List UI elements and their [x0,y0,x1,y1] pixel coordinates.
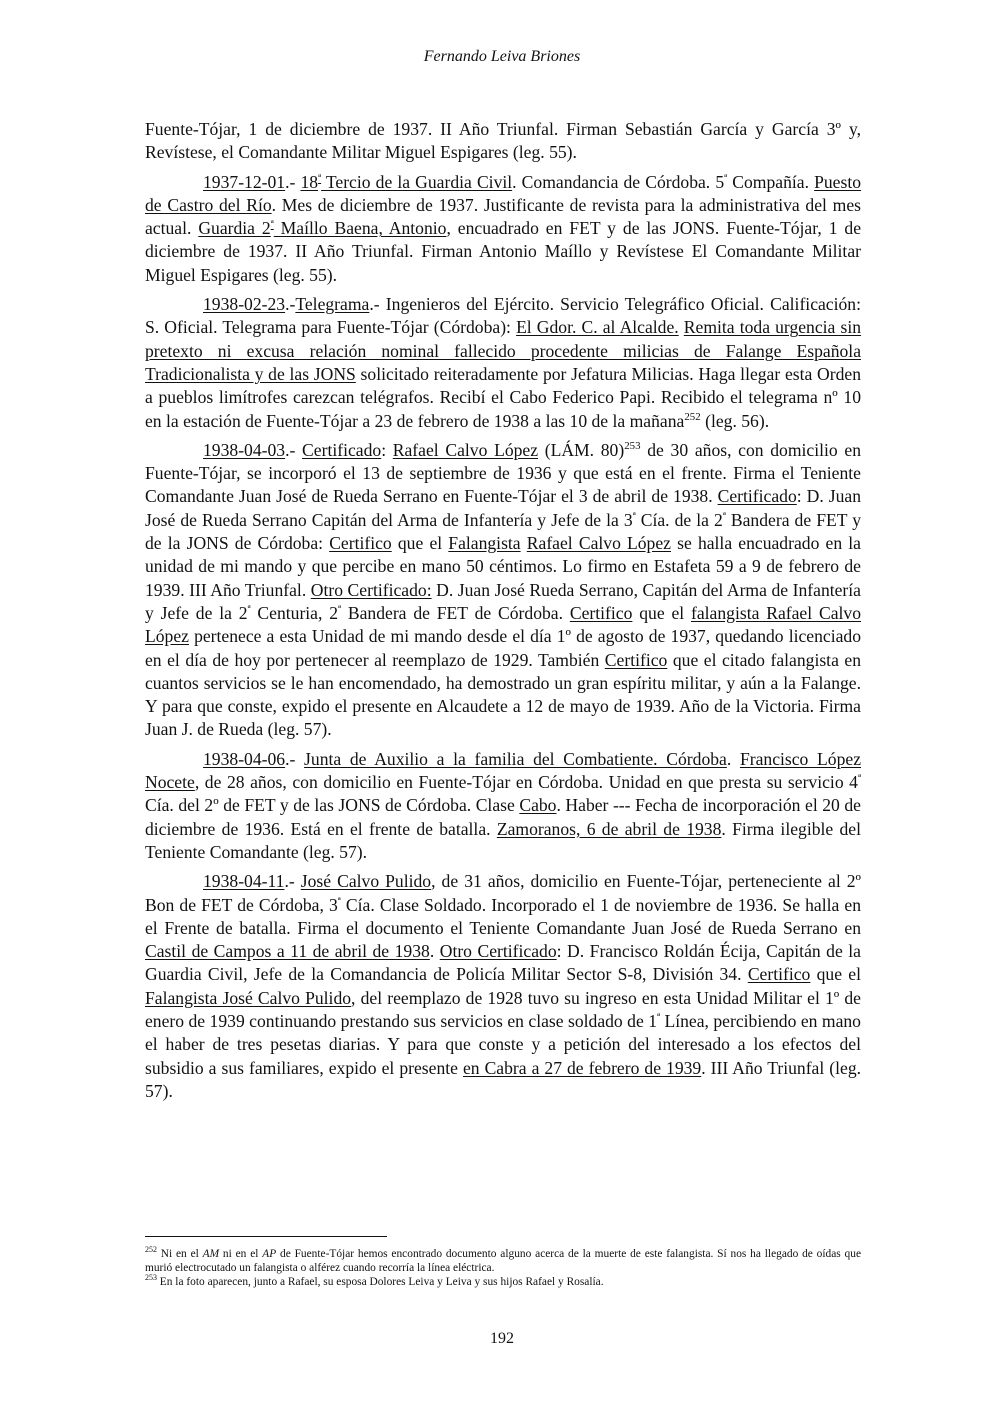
underlined-text: 1938-04-11 [203,871,285,892]
text-run: : D. Juan José de Rueda Serrano Capitán del Arma de Infantería y Jefe de la 3 [145,486,861,530]
text-run: solicitado reiteradamente por Jefatura Milicias. Haga llegar esta Orden a pueblos limítrofes carezcan telégrafos. Recibí el Cabo Federico Papi. Recibido el telegrama nº 10 en la estación de Fuente-Tójar a 23 de febrero de 1938 a las 10 de la mañana [145,363,862,431]
underlined-text: Remita toda urgencia sin pretexto ni excusa relación nominal fallecido procedente milicias de Falange Española Tradicionalista y de las JONS [145,317,862,384]
underlined-text: en Cabra a 27 de febrero de 1939 [462,1057,702,1078]
text-run: .- [285,294,296,315]
underlined-text: 18 [300,171,319,192]
underlined-text: Tercio de la Guardia Civil [321,171,513,192]
footnote-fn252 [145,1247,861,1275]
paragraph-p2 [145,293,861,433]
text-run: de 30 años, con domicilio en Fuente-Tójar, se incorporó el 13 de septiembre de 1936 y que está en el frente. Firma el Teniente Comandante Juan José de Rueda Serrano en Fuente-Tójar el 3 de abril de 1938. [145,439,861,507]
text-run: que el [632,602,691,623]
text-run: Bandera de FET de Córdoba. [341,602,570,623]
text-run: (LÁM. 80) [538,439,625,460]
text-run: , encuadrado en FET y de las JONS. Fuente-Tójar, 1 de diciembre de 1937. II Año Triunfal. Firman Antonio Maíllo y Revístese El Comandante Militar Miguel Espigares (leg. 55). [145,218,862,285]
text-run: : D. Francisco Roldán Écija, Capitán de la Guardia Civil, Jefe de la Comandancia de Policía Militar Sector S-8, División 34. [145,941,861,985]
superscript: ª [724,171,728,184]
text-run: de Fuente-Tójar hemos encontrado documento alguno acerca de la muerte de este falangista. Sí nos ha llegado de oídas que murió electrocutado un falangista o alférez cuando recorría la línea eléctrica. [145,1248,861,1274]
underlined-text: Zamoranos, 6 de abril de 1938 [496,818,722,839]
underlined-text: Otro Certificado: [310,579,432,600]
underlined-text: Certifico [329,533,392,554]
text-run: Centuria, 2 [250,602,339,623]
body-text [145,118,861,1103]
underlined-text: Francisco López Nocete [145,748,862,793]
text-run: Línea, percibiendo en mano el haber de tres pesetas diarias. Y para que conste y a petición del interesado a los efectos del subsidio a sus familiares, expido el presente [145,1010,861,1078]
text-run: En la foto aparecen, junto a Rafael, su esposa Dolores Leiva y Leiva y sus hijos Rafael y Rosalía. [156,1276,604,1288]
text-run: Cía. Clase Soldado. Incorporado el 1 de noviembre de 1936. Se halla en el Frente de batalla. Firma el documento el Teniente Comandante Juan José de Rueda Serrano en [145,894,862,938]
underlined-text: Certifico [569,602,633,623]
paragraph-p4 [145,748,861,864]
superscript: ª [657,1011,661,1024]
text-run: , del reemplazo de 1928 tuvo su ingreso en esta Unidad Militar el 1º de enero de 1939 continuando prestando sus servicios en clase soldado de 1 [145,987,861,1031]
underlined-text: Cabo [519,795,557,816]
text-run: D. Juan José Rueda Serrano, Capitán del Arma de Infantería y Jefe de la 2 [145,579,861,623]
text-run: . III Año Triunfal (leg. 57). [145,1057,862,1101]
superscript: ª [338,603,342,616]
underlined-text: Rafael Calvo López [526,533,671,554]
superscript: 252 [684,410,701,423]
underlined-text: José Calvo Pulido [300,871,432,892]
text-run: que el citado falangista en cuantos servicios se le han encomendado, ha demostrado un gran espíritu militar, y aún a la Falange. Y para que conste, expido el presente en Alcaudete a 12 de mayo de 1939. Año de la Victoria. Firma Juan J. de Rueda (leg. 57). [145,649,861,740]
underlined-text: Junta de Auxilio a la familia del Combatiente. Córdoba [304,748,727,769]
superscript: ª [632,509,636,522]
underlined-text: Certifico [604,649,668,670]
footnote-fn253 [145,1275,861,1289]
text-run: .- [285,171,301,192]
text-run: que el [391,533,449,554]
text-run: . Comandancia de Córdoba. 5 [512,171,725,192]
text-run: se halla encuadrado en la unidad de mi mando y que percibe en mano 50 céntimos. Lo firmo en Estafeta 59 a 9 de febrero de 1939. III Año Triunfal. [145,533,861,600]
text-run: . Firma ilegible del Teniente Comandante (leg. 57). [145,818,862,862]
italic-text: AP [262,1248,277,1260]
text-run: Cía. del 2º de FET y de las JONS de Córdoba. Clase [145,795,520,816]
text-run: .- [285,439,303,460]
text-run: Ni en el [156,1248,203,1260]
text-run: (leg. 56). [700,410,770,431]
underlined-text: El Gdor. C. al Alcalde. [516,317,679,338]
underlined-text: 1937-12-01 [203,171,286,192]
underlined-text: Rafael Calvo López [392,439,539,460]
superscript: 253 [145,1273,157,1283]
underlined-text: falangista Rafael Calvo López [145,602,861,647]
text-run: : [381,439,393,460]
page-number: 192 [490,1330,514,1347]
text-run: Bandera de FET y de la JONS de Córdoba: [145,509,862,554]
superscript: ª [337,894,341,907]
text-run: . [429,941,440,962]
text-run: .- [284,871,301,892]
underlined-text: 1938-04-03 [203,439,286,460]
underlined-text: Certificado [717,486,797,507]
text-run: .- [285,748,305,769]
superscript: ª [857,772,861,785]
underlined-text: 1938-02-23 [203,294,286,315]
underlined-text: Otro Certificado [439,941,557,962]
text-run: , de 31 años, domicilio en Fuente-Tójar, perteneciente al 2º Bon de FET de Córdoba, 3 [145,871,861,915]
paragraph-p3 [145,439,861,742]
text-run: ni en el [219,1248,263,1260]
underlined-text: Falangista José Calvo Pulido [145,987,352,1008]
text-run: Fuente-Tójar, 1 de diciembre de 1937. II Año Triunfal. Firman Sebastián García y García 3º y, Revístese, el Comandante Militar Miguel Espigares (leg. 55). [145,119,861,163]
paragraph-p5 [145,870,861,1103]
superscript: ª [270,218,274,231]
superscript: ª [247,603,251,616]
underlined-text: Falangista [448,533,521,554]
underlined-text: Certifico [747,964,811,985]
paragraph-p1 [145,171,861,287]
text-run: que el [810,964,861,985]
text-run: .- Ingenieros del Ejército. Servicio Telegráfico Oficial. Calificación: S. Oficial. Telegrama para Fuente-Tójar (Córdoba): [145,294,861,338]
underlined-text: Maíllo Baena, Antonio [273,218,447,239]
superscript: 253 [624,440,641,452]
underlined-text: Guardia 2 [198,218,271,239]
superscript: ª [318,171,322,184]
text-run: Cía. de la 2 [635,509,723,530]
underlined-text: Puesto de Castro del Río [145,171,862,215]
italic-text: AM [202,1248,220,1260]
superscript: 252 [145,1245,157,1255]
text-run: . [726,748,740,769]
text-run: . Haber --- Fecha de incorporación el 20 de diciembre de 1936. Está en el frente de batalla. [145,795,861,839]
underlined-text: Certificado [302,439,382,460]
underlined-text: Castil de Campos a 11 de abril de 1938 [145,941,430,962]
paragraph-p0 [145,118,861,165]
underlined-text: Telegrama [295,294,370,315]
superscript: ª [722,509,726,522]
running-header-author: Fernando Leiva Briones [423,48,581,65]
text-run: pertenece a esta Unidad de mi mando desde el día 1º de agosto de 1937, quedando licenciado en el día de hoy por pertenecer al reemplazo de 1929. También [145,626,861,670]
text-run: , de 28 años, con domicilio en Fuente-Tójar en Córdoba. Unidad en que presta su servicio 4 [194,772,858,793]
text-run: . Mes de diciembre de 1937. Justificante de revista para la administrativa del mes actual. [145,194,861,239]
footnotes [145,1247,861,1289]
underlined-text: 1938-04-06 [203,748,286,769]
footnote-divider [145,1236,387,1237]
text-run: Compañía. [727,171,815,192]
